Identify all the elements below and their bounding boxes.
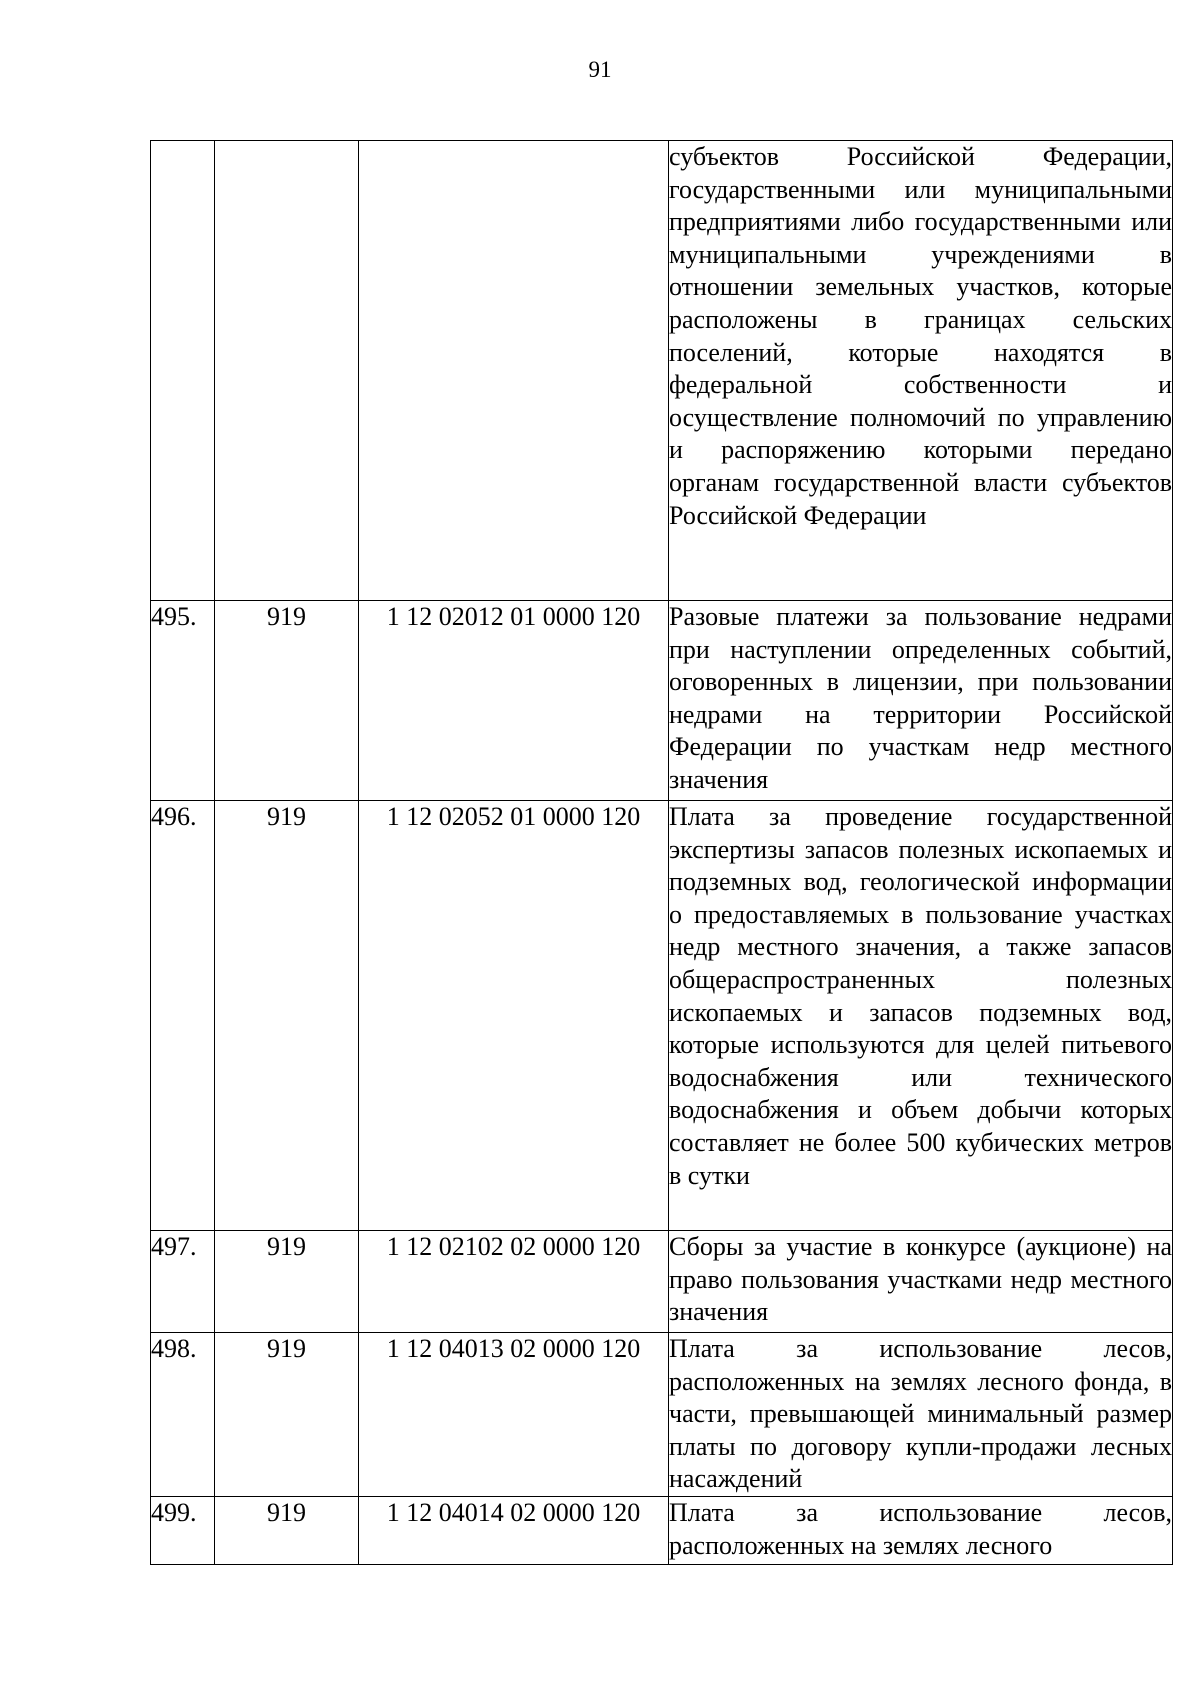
kbk-code-cell: 1 12 02052 01 0000 120 (359, 801, 669, 1231)
description-cell: Плата за использование лесов, расположенных на землях лесного (669, 1497, 1173, 1565)
kbk-code-cell: 1 12 04014 02 0000 120 (359, 1497, 669, 1565)
row-number-cell: 498. (151, 1333, 215, 1497)
kbk-code-cell: 1 12 02012 01 0000 120 (359, 601, 669, 801)
description-cell: Сборы за участие в конкурсе (аукционе) на право пользования участками недр местного значения (669, 1231, 1173, 1333)
admin-code-cell: 919 (215, 1497, 359, 1565)
kbk-code-cell: 1 12 02102 02 0000 120 (359, 1231, 669, 1333)
table-row (151, 801, 1173, 1231)
page-number: 91 (588, 57, 612, 82)
table-row (151, 1231, 1173, 1333)
description-cell: Плата за проведение государственной экспертизы запасов полезных ископаемых и подземных вод, геологической информации о предоставляемых в пользование участках недр местного значения, а также запасов общераспространенных полезных ископаемых и запасов подземных вод, которые используются для целей питьевого водоснабжения или технического водоснабжения и объем добычи которых составляет не более 500 кубических метров в сутки (669, 801, 1173, 1231)
kbk-code-cell (359, 141, 669, 601)
admin-code-cell: 919 (215, 601, 359, 801)
table-row (151, 601, 1173, 801)
kbk-code-cell: 1 12 04013 02 0000 120 (359, 1333, 669, 1497)
row-number-cell: 495. (151, 601, 215, 801)
admin-code-cell: 919 (215, 1333, 359, 1497)
table-row (151, 1333, 1173, 1497)
row-number-cell: 497. (151, 1231, 215, 1333)
row-number-cell: 499. (151, 1497, 215, 1565)
description-cell: субъектов Российской Федерации, государственными или муниципальными предприятиями либо государственными или муниципальными учреждениями в отношении земельных участков, которые расположены в границах сельских поселений, которые находятся в федеральной собственности и осуществление полномочий по управлению и распоряжению которыми передано органам государственной власти субъектов Российской Федерации (669, 141, 1173, 601)
admin-code-cell (215, 141, 359, 601)
table-row (151, 1497, 1173, 1565)
row-number-cell: 496. (151, 801, 215, 1231)
admin-code-cell: 919 (215, 801, 359, 1231)
description-cell: Плата за использование лесов, расположенных на землях лесного фонда, в части, превышающей минимальный размер платы по договору купли-продажи лесных насаждений (669, 1333, 1173, 1497)
admin-code-cell: 919 (215, 1231, 359, 1333)
description-cell: Разовые платежи за пользование недрами при наступлении определенных событий, оговоренных в лицензии, при пользовании недрами на территории Российской Федерации по участкам недр местного значения (669, 601, 1173, 801)
table-row-continuation (151, 141, 1173, 601)
budget-code-table (150, 140, 1173, 1565)
row-number-cell (151, 141, 215, 601)
